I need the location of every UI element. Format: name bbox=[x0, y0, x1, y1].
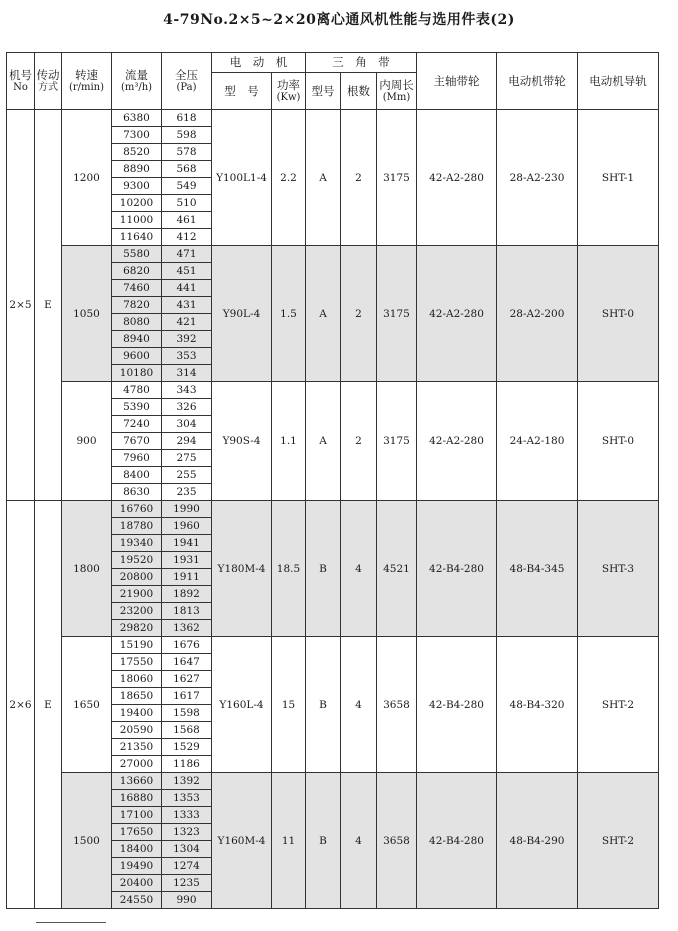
speed-cell: 1650 bbox=[62, 637, 112, 773]
main-pulley-cell: 42-A2-280 bbox=[417, 382, 497, 501]
belt-count-cell: 2 bbox=[341, 110, 377, 246]
motor-power-cell: 2.2 bbox=[272, 110, 306, 246]
main-pulley-cell: 42-A2-280 bbox=[417, 110, 497, 246]
pressure-cell: 1911 bbox=[162, 569, 212, 586]
motor-pulley-cell: 48-B4-290 bbox=[497, 773, 578, 909]
main-pulley-cell: 42-B4-280 bbox=[417, 501, 497, 637]
flow-cell: 19520 bbox=[112, 552, 162, 569]
flow-cell: 19340 bbox=[112, 535, 162, 552]
belt-type-cell: A bbox=[306, 382, 341, 501]
pressure-cell: 343 bbox=[162, 382, 212, 399]
pressure-cell: 1274 bbox=[162, 858, 212, 875]
flow-cell: 23200 bbox=[112, 603, 162, 620]
flow-cell: 20590 bbox=[112, 722, 162, 739]
header-motor-pulley: 电动机带轮 bbox=[497, 53, 578, 110]
belt-count-cell: 4 bbox=[341, 637, 377, 773]
drive-cell: E bbox=[35, 501, 62, 909]
flow-cell: 7960 bbox=[112, 450, 162, 467]
main-pulley-cell: 42-B4-280 bbox=[417, 773, 497, 909]
flow-cell: 17650 bbox=[112, 824, 162, 841]
pressure-cell: 1362 bbox=[162, 620, 212, 637]
belt-type-cell: A bbox=[306, 110, 341, 246]
pressure-cell: 1598 bbox=[162, 705, 212, 722]
pressure-cell: 1323 bbox=[162, 824, 212, 841]
flow-cell: 7820 bbox=[112, 297, 162, 314]
flow-cell: 18780 bbox=[112, 518, 162, 535]
header-motor: 电 动 机 bbox=[212, 53, 306, 73]
table-row bbox=[7, 501, 659, 518]
header-main-pulley: 主轴带轮 bbox=[417, 53, 497, 110]
speed-cell: 1800 bbox=[62, 501, 112, 637]
pressure-cell: 598 bbox=[162, 127, 212, 144]
motor-model-cell: Y160M-4 bbox=[212, 773, 272, 909]
pressure-cell: 1990 bbox=[162, 501, 212, 518]
belt-count-cell: 4 bbox=[341, 501, 377, 637]
motor-pulley-cell: 24-A2-180 bbox=[497, 382, 578, 501]
pressure-cell: 1931 bbox=[162, 552, 212, 569]
belt-length-cell: 3658 bbox=[377, 773, 417, 909]
pressure-cell: 1627 bbox=[162, 671, 212, 688]
flow-cell: 8080 bbox=[112, 314, 162, 331]
flow-cell: 29820 bbox=[112, 620, 162, 637]
flow-cell: 16760 bbox=[112, 501, 162, 518]
main-pulley-cell: 42-A2-280 bbox=[417, 246, 497, 382]
pressure-cell: 1186 bbox=[162, 756, 212, 773]
flow-cell: 6380 bbox=[112, 110, 162, 127]
flow-cell: 8890 bbox=[112, 161, 162, 178]
belt-length-cell: 3175 bbox=[377, 246, 417, 382]
motor-rail-cell: SHT-2 bbox=[578, 637, 659, 773]
pressure-cell: 1617 bbox=[162, 688, 212, 705]
motor-rail-cell: SHT-1 bbox=[578, 110, 659, 246]
machine-no-cell: 2×6 bbox=[7, 501, 35, 909]
motor-model-cell: Y90S-4 bbox=[212, 382, 272, 501]
flow-cell: 6820 bbox=[112, 263, 162, 280]
motor-rail-cell: SHT-0 bbox=[578, 246, 659, 382]
pressure-cell: 578 bbox=[162, 144, 212, 161]
belt-length-cell: 3658 bbox=[377, 637, 417, 773]
speed-cell: 1200 bbox=[62, 110, 112, 246]
header-belt-length: 内周长 (Mm) bbox=[377, 73, 417, 110]
pressure-cell: 1813 bbox=[162, 603, 212, 620]
flow-cell: 17550 bbox=[112, 654, 162, 671]
belt-count-cell: 2 bbox=[341, 382, 377, 501]
flow-cell: 19400 bbox=[112, 705, 162, 722]
flow-cell: 8630 bbox=[112, 484, 162, 501]
pressure-cell: 421 bbox=[162, 314, 212, 331]
pressure-cell: 549 bbox=[162, 178, 212, 195]
motor-power-cell: 15 bbox=[272, 637, 306, 773]
flow-cell: 24550 bbox=[112, 892, 162, 909]
belt-length-cell: 3175 bbox=[377, 382, 417, 501]
flow-cell: 4780 bbox=[112, 382, 162, 399]
belt-length-cell: 3175 bbox=[377, 110, 417, 246]
table-row bbox=[7, 382, 659, 399]
flow-cell: 8940 bbox=[112, 331, 162, 348]
flow-cell: 8520 bbox=[112, 144, 162, 161]
motor-pulley-cell: 48-B4-345 bbox=[497, 501, 578, 637]
flow-cell: 9600 bbox=[112, 348, 162, 365]
flow-cell: 10180 bbox=[112, 365, 162, 382]
pressure-cell: 235 bbox=[162, 484, 212, 501]
belt-length-cell: 4521 bbox=[377, 501, 417, 637]
document-title: 4-79No.2×5~2×20离心通风机性能与选用件表(2) bbox=[163, 12, 515, 28]
pressure-cell: 1529 bbox=[162, 739, 212, 756]
pressure-cell: 1392 bbox=[162, 773, 212, 790]
header-motor-rail: 电动机导轨 bbox=[578, 53, 659, 110]
motor-pulley-cell: 28-A2-200 bbox=[497, 246, 578, 382]
header-pressure: 全压 (Pa) bbox=[162, 53, 212, 110]
flow-cell: 21900 bbox=[112, 586, 162, 603]
flow-cell: 16880 bbox=[112, 790, 162, 807]
belt-count-cell: 4 bbox=[341, 773, 377, 909]
motor-rail-cell: SHT-0 bbox=[578, 382, 659, 501]
flow-cell: 10200 bbox=[112, 195, 162, 212]
flow-cell: 21350 bbox=[112, 739, 162, 756]
header-drive: 传动 方式 bbox=[35, 53, 62, 110]
pressure-cell: 431 bbox=[162, 297, 212, 314]
pressure-cell: 451 bbox=[162, 263, 212, 280]
pressure-cell: 471 bbox=[162, 246, 212, 263]
flow-cell: 17100 bbox=[112, 807, 162, 824]
header-machine-no: 机号 No bbox=[7, 53, 35, 110]
drive-cell: E bbox=[35, 110, 62, 501]
speed-cell: 1050 bbox=[62, 246, 112, 382]
motor-model-cell: Y160L-4 bbox=[212, 637, 272, 773]
flow-cell: 18060 bbox=[112, 671, 162, 688]
flow-cell: 5390 bbox=[112, 399, 162, 416]
table-row bbox=[7, 246, 659, 263]
header-speed: 转速 (r/min) bbox=[62, 53, 112, 110]
flow-cell: 19490 bbox=[112, 858, 162, 875]
flow-cell: 7670 bbox=[112, 433, 162, 450]
flow-cell: 11000 bbox=[112, 212, 162, 229]
flow-cell: 11640 bbox=[112, 229, 162, 246]
pressure-cell: 568 bbox=[162, 161, 212, 178]
pressure-cell: 326 bbox=[162, 399, 212, 416]
flow-cell: 5580 bbox=[112, 246, 162, 263]
main-pulley-cell: 42-B4-280 bbox=[417, 637, 497, 773]
pressure-cell: 1353 bbox=[162, 790, 212, 807]
pressure-cell: 255 bbox=[162, 467, 212, 484]
belt-type-cell: B bbox=[306, 637, 341, 773]
pressure-cell: 1941 bbox=[162, 535, 212, 552]
fan-spec-body bbox=[7, 110, 659, 909]
pressure-cell: 275 bbox=[162, 450, 212, 467]
pressure-cell: 990 bbox=[162, 892, 212, 909]
pressure-cell: 1960 bbox=[162, 518, 212, 535]
pressure-cell: 304 bbox=[162, 416, 212, 433]
motor-model-cell: Y180M-4 bbox=[212, 501, 272, 637]
motor-pulley-cell: 48-B4-320 bbox=[497, 637, 578, 773]
pressure-cell: 412 bbox=[162, 229, 212, 246]
motor-rail-cell: SHT-2 bbox=[578, 773, 659, 909]
pressure-cell: 1304 bbox=[162, 841, 212, 858]
pressure-cell: 294 bbox=[162, 433, 212, 450]
header-motor-model: 型 号 bbox=[212, 73, 272, 110]
pressure-cell: 1568 bbox=[162, 722, 212, 739]
header-motor-power: 功率 (Kw) bbox=[272, 73, 306, 110]
flow-cell: 7240 bbox=[112, 416, 162, 433]
flow-cell: 18400 bbox=[112, 841, 162, 858]
flow-cell: 15190 bbox=[112, 637, 162, 654]
table-row bbox=[7, 637, 659, 654]
fan-spec-table bbox=[6, 52, 659, 909]
header-belt-count: 根数 bbox=[341, 73, 377, 110]
belt-type-cell: B bbox=[306, 773, 341, 909]
header-flow: 流量 (m³/h) bbox=[112, 53, 162, 110]
table-row bbox=[7, 110, 659, 127]
pressure-cell: 1235 bbox=[162, 875, 212, 892]
flow-cell: 27000 bbox=[112, 756, 162, 773]
speed-cell: 900 bbox=[62, 382, 112, 501]
flow-cell: 7460 bbox=[112, 280, 162, 297]
flow-cell: 9300 bbox=[112, 178, 162, 195]
motor-power-cell: 18.5 bbox=[272, 501, 306, 637]
header-belt: 三 角 带 bbox=[306, 53, 417, 73]
belt-count-cell: 2 bbox=[341, 246, 377, 382]
belt-type-cell: A bbox=[306, 246, 341, 382]
motor-power-cell: 1.5 bbox=[272, 246, 306, 382]
pressure-cell: 314 bbox=[162, 365, 212, 382]
pressure-cell: 353 bbox=[162, 348, 212, 365]
motor-power-cell: 1.1 bbox=[272, 382, 306, 501]
pressure-cell: 441 bbox=[162, 280, 212, 297]
pressure-cell: 1892 bbox=[162, 586, 212, 603]
pressure-cell: 1333 bbox=[162, 807, 212, 824]
pressure-cell: 618 bbox=[162, 110, 212, 127]
pressure-cell: 392 bbox=[162, 331, 212, 348]
pressure-cell: 461 bbox=[162, 212, 212, 229]
header-belt-model: 型号 bbox=[306, 73, 341, 110]
machine-no-cell: 2×5 bbox=[7, 110, 35, 501]
pressure-cell: 1676 bbox=[162, 637, 212, 654]
motor-pulley-cell: 28-A2-230 bbox=[497, 110, 578, 246]
speed-cell: 1500 bbox=[62, 773, 112, 909]
flow-cell: 20400 bbox=[112, 875, 162, 892]
motor-model-cell: Y100L1-4 bbox=[212, 110, 272, 246]
motor-rail-cell: SHT-3 bbox=[578, 501, 659, 637]
flow-cell: 8400 bbox=[112, 467, 162, 484]
motor-model-cell: Y90L-4 bbox=[212, 246, 272, 382]
flow-cell: 13660 bbox=[112, 773, 162, 790]
pressure-cell: 1647 bbox=[162, 654, 212, 671]
flow-cell: 7300 bbox=[112, 127, 162, 144]
flow-cell: 18650 bbox=[112, 688, 162, 705]
flow-cell: 20800 bbox=[112, 569, 162, 586]
belt-type-cell: B bbox=[306, 501, 341, 637]
motor-power-cell: 11 bbox=[272, 773, 306, 909]
table-row bbox=[7, 773, 659, 790]
pressure-cell: 510 bbox=[162, 195, 212, 212]
